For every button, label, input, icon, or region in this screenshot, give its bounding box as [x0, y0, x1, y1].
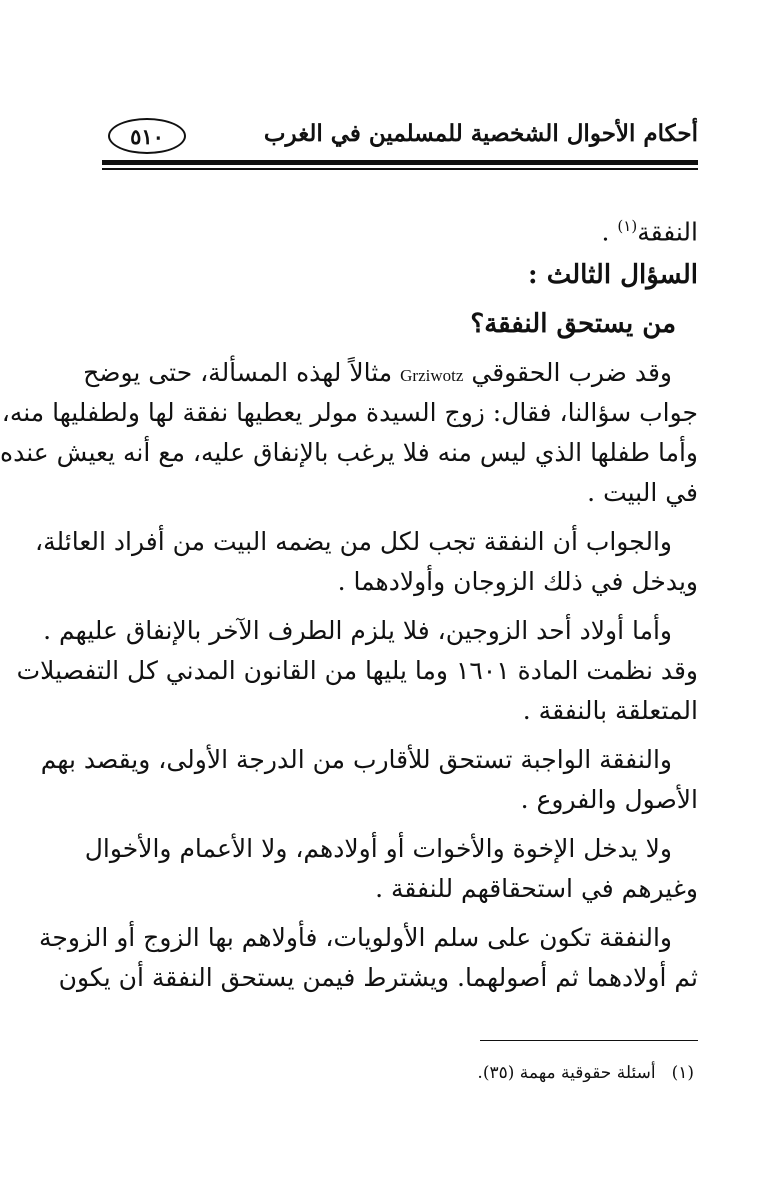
- paragraph-line: ويدخل في ذلك الزوجان وأولادهما .: [337, 567, 698, 596]
- paragraph-line: ولا يدخل الإخوة والأخوات أو أولادهم، ولا الأعمام والأخوال: [84, 834, 672, 863]
- paragraph-line: وأما أولاد أحد الزوجين، فلا يلزم الطرف الآخر بالإنفاق عليهم .: [43, 616, 672, 645]
- paragraph-line: وقد نظمت المادة ١٦٠١ وما يليها من القانون المدني كل التفصيلات: [16, 656, 698, 685]
- paragraph-line: وغيرهم في استحقاقهم للنفقة .: [375, 874, 698, 903]
- paragraph-4: [40, 740, 698, 820]
- question-heading: السؤال الثالث :: [528, 260, 698, 290]
- footnote-number: (١): [671, 1063, 694, 1083]
- paragraph-5: [84, 829, 698, 909]
- paragraph-line: الأصول والفروع .: [520, 785, 698, 814]
- text-segment: وقد ضرب الحقوقي: [463, 358, 672, 387]
- footnote: [477, 1063, 694, 1083]
- paragraph-line: والجواب أن النفقة تجب لكل من يضمه البيت من أفراد العائلة،: [35, 527, 672, 556]
- footnote-text: أسئلة حقوقية مهمة (٣٥).: [477, 1063, 656, 1083]
- paragraph-1: [0, 353, 698, 513]
- running-title: أحكام الأحوال الشخصية للمسلمين في الغرب: [263, 120, 698, 147]
- paragraph-line: جواب سؤالنا، فقال: زوج السيدة مولر يعطيها نفقة لها ولطفليها منه،: [1, 398, 698, 427]
- latin-name: Grziwotz: [400, 366, 464, 385]
- page-number-badge: ٥١٠: [108, 118, 186, 154]
- paragraph-3: [16, 611, 698, 731]
- header-rule-thick: [102, 160, 698, 165]
- paragraph-2: [35, 522, 698, 602]
- paragraph-line: والنفقة الواجبة تستحق للأقارب من الدرجة الأولى، ويقصد بهم: [40, 745, 672, 774]
- continuation-text: النفقة: [637, 217, 698, 247]
- footnote-separator: [480, 1040, 698, 1041]
- page-header: [102, 118, 698, 158]
- paragraph-line: والنفقة تكون على سلم الأولويات، فأولاهم بها الزوج أو الزوجة: [38, 923, 672, 952]
- question-subheading: من يستحق النفقة؟: [470, 309, 676, 339]
- paragraph-line: في البيت .: [587, 478, 698, 507]
- header-rule-thin: [102, 168, 698, 170]
- continuation-end: .: [601, 217, 618, 247]
- paragraph-line: [83, 353, 698, 393]
- paragraph-line: وأما طفلها الذي ليس منه فلا يرغب بالإنفاق عليه، مع أنه يعيش عنده: [0, 438, 698, 467]
- paragraph-line: المتعلقة بالنفقة .: [522, 696, 698, 725]
- continuation-line: [102, 206, 698, 246]
- paragraph-line: ثم أولادهما ثم أصولهما. ويشترط فيمن يستحق النفقة أن يكون: [58, 963, 698, 992]
- footnote-reference: (١): [617, 217, 638, 235]
- paragraph-6: [38, 918, 698, 998]
- page-body: [0, 206, 698, 998]
- text-segment: مثالاً لهذه المسألة، حتى يوضح: [83, 358, 401, 387]
